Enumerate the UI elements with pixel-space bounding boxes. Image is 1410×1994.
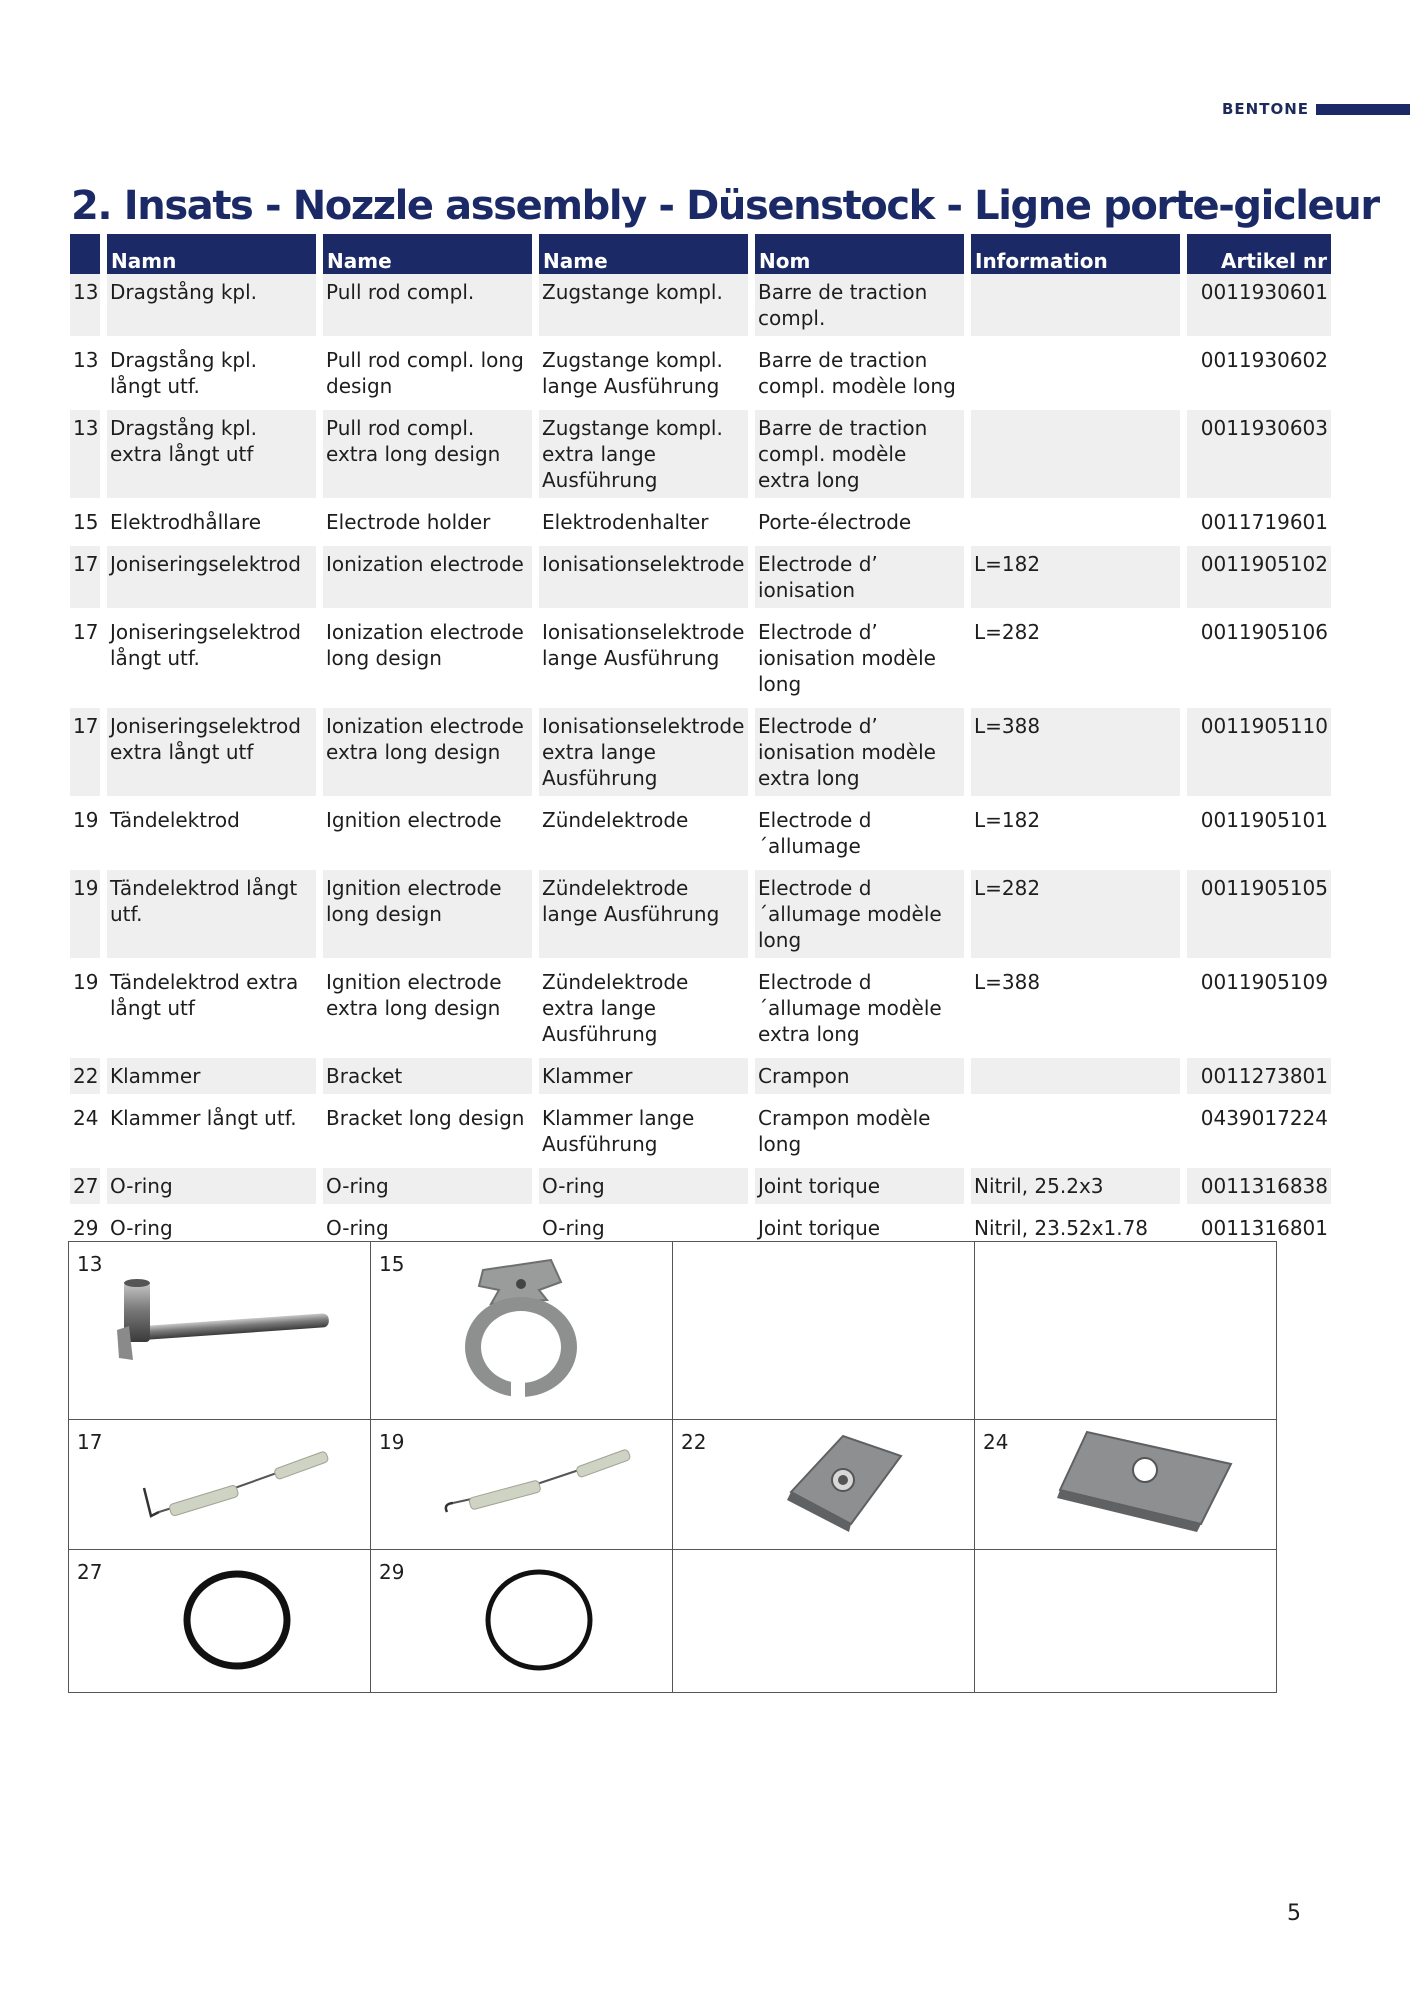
cell-information: L=282: [971, 870, 1180, 958]
brand-name: BENTONE: [1222, 100, 1310, 118]
cell-name-en: Bracket long design: [326, 1106, 525, 1130]
image-grid-row: [69, 1242, 1277, 1420]
o-ring-large-image: [69, 1550, 371, 1693]
cell-name-de: Klammer: [539, 1058, 748, 1094]
cell-name-de: Ionisationselektrode: [539, 546, 748, 608]
cell-information: Nitril, 23.52x1.78: [974, 1216, 1149, 1240]
bracket-image: [673, 1420, 975, 1550]
cell-name-fr: Joint torique: [758, 1216, 881, 1240]
cell-name-en: Bracket: [323, 1058, 532, 1094]
cell-name-en: O-ring: [326, 1216, 389, 1240]
cell-article-number: 0011316838: [1187, 1168, 1331, 1204]
cell-information: [971, 1100, 1180, 1162]
image-cell: [69, 1242, 371, 1420]
table-row: [70, 342, 1331, 404]
image-cell-empty: [975, 1550, 1277, 1693]
cell-name-fr: Electrode d’ ionisation modèle long: [758, 620, 936, 696]
cell-position: 17: [73, 620, 99, 644]
table-row: [70, 1100, 1331, 1162]
table-row: [70, 708, 1331, 796]
image-label: 15: [379, 1252, 405, 1276]
col-header-namn: Namn: [107, 234, 316, 274]
cell-information: [971, 410, 1180, 498]
cell-name-en: Ignition electrode long design: [323, 870, 532, 958]
cell-name-sv: Dragstång kpl.: [107, 274, 316, 336]
cell-name-fr: Barre de traction compl. modèle extra long: [755, 410, 964, 498]
table-row: [70, 504, 1331, 540]
image-grid-row: [69, 1550, 1277, 1693]
parts-table: [63, 234, 1338, 1246]
cell-article-number: 0011930602: [1200, 348, 1328, 372]
cell-information: L=388: [971, 708, 1180, 796]
cell-name-sv: Klammer: [107, 1058, 316, 1094]
col-header-nom: Nom: [755, 234, 964, 274]
cell-name-en: Pull rod compl. long design: [326, 348, 524, 398]
image-label: 27: [77, 1560, 103, 1584]
cell-information: L=182: [971, 546, 1180, 608]
cell-article-number: 0011719601: [1200, 510, 1328, 534]
cell-name-sv: Joniseringselektrod extra långt utf: [107, 708, 316, 796]
cell-information: L=388: [974, 970, 1041, 994]
cell-article-number: 0011930601: [1187, 274, 1331, 336]
cell-position: 24: [73, 1106, 99, 1130]
cell-name-fr: Crampon modèle long: [758, 1106, 931, 1156]
image-cell: [69, 1420, 371, 1550]
cell-name-sv: Joniseringselektrod: [107, 546, 316, 608]
cell-name-fr: Barre de traction compl. modèle long: [758, 348, 956, 398]
image-cell: [371, 1242, 673, 1420]
cell-name-fr: Electrode d´allumage modèle extra long: [758, 970, 942, 1046]
cell-article-number: 0011905101: [1200, 808, 1328, 832]
o-ring-small-image: [371, 1550, 673, 1693]
image-label: 19: [379, 1430, 405, 1454]
cell-information: [971, 342, 1180, 404]
parts-image-grid: [68, 1241, 1277, 1693]
cell-position: 19: [73, 970, 99, 994]
image-grid-row: [69, 1420, 1277, 1550]
cell-name-fr: Porte-électrode: [758, 510, 912, 534]
table-row: [70, 870, 1331, 958]
brand-header: [1222, 100, 1410, 118]
cell-name-fr: Electrode d´allumage: [758, 808, 872, 858]
cell-name-en: O-ring: [323, 1168, 532, 1204]
cell-article-number: 0011930603: [1187, 410, 1331, 498]
cell-name-en: Ionization electrode: [323, 546, 532, 608]
image-cell: [371, 1550, 673, 1693]
cell-name-sv: Tändelektrod extra långt utf: [110, 970, 299, 1020]
cell-name-de: Zündelektrode lange Ausführung: [539, 870, 748, 958]
cell-name-sv: Tändelektrod: [110, 808, 240, 832]
cell-name-sv: O-ring: [107, 1168, 316, 1204]
image-cell: [975, 1420, 1277, 1550]
table-row: [70, 964, 1331, 1052]
cell-article-number: 0011905105: [1187, 870, 1331, 958]
cell-name-de: Klammer lange Ausführung: [542, 1106, 695, 1156]
cell-name-en: Ignition electrode: [326, 808, 502, 832]
ionization-electrode-image: [69, 1420, 371, 1550]
ignition-electrode-image: [371, 1420, 673, 1550]
col-header-pos: [70, 234, 100, 274]
image-label: 29: [379, 1560, 405, 1584]
col-header-artikel: Artikel nr: [1187, 234, 1331, 274]
cell-name-de: Ionisationselektrode extra lange Ausführung: [539, 708, 748, 796]
cell-name-sv: Tändelektrod långt utf.: [107, 870, 316, 958]
cell-name-sv: O-ring: [110, 1216, 173, 1240]
cell-information: [971, 504, 1180, 540]
cell-article-number: 0011316801: [1200, 1216, 1328, 1240]
cell-name-sv: Elektrodhållare: [110, 510, 262, 534]
cell-position: 22: [70, 1058, 100, 1094]
col-header-information: Information: [971, 234, 1180, 274]
cell-name-sv: Dragstång kpl. extra långt utf: [107, 410, 316, 498]
col-header-name-en: Name: [323, 234, 532, 274]
table-row: [70, 1058, 1331, 1094]
cell-name-fr: Barre de traction compl.: [755, 274, 964, 336]
cell-name-de: O-ring: [539, 1168, 748, 1204]
cell-name-en: Electrode holder: [326, 510, 491, 534]
cell-name-fr: Electrode d´allumage modèle long: [755, 870, 964, 958]
cell-article-number: 0439017224: [1200, 1106, 1328, 1130]
cell-article-number: 0011905106: [1200, 620, 1328, 644]
cell-position: 13: [70, 410, 100, 498]
cell-name-en: Ignition electrode extra long design: [326, 970, 502, 1020]
cell-name-de: Ionisationselektrode lange Ausführung: [542, 620, 745, 670]
cell-name-de: Zugstange kompl. extra lange Ausführung: [539, 410, 748, 498]
page-number: 5: [1287, 1901, 1301, 1926]
image-cell-empty: [673, 1550, 975, 1693]
cell-position: 17: [70, 546, 100, 608]
electrode-holder-image: [371, 1242, 673, 1420]
cell-information: L=182: [974, 808, 1041, 832]
cell-information: L=282: [974, 620, 1041, 644]
cell-name-de: Zugstange kompl. lange Ausführung: [542, 348, 723, 398]
cell-article-number: 0011905109: [1200, 970, 1328, 994]
cell-name-sv: Klammer långt utf.: [110, 1106, 297, 1130]
table-row: [70, 410, 1331, 498]
cell-position: 27: [70, 1168, 100, 1204]
cell-position: 17: [70, 708, 100, 796]
cell-name-fr: Electrode d’ ionisation modèle extra long: [755, 708, 964, 796]
cell-information: [971, 274, 1180, 336]
image-label: 17: [77, 1430, 103, 1454]
page-title: 2. Insats - Nozzle assembly - Düsenstock - Ligne porte-gicleur: [71, 183, 1379, 229]
bracket-long-image: [975, 1420, 1277, 1550]
table-row: [70, 1168, 1331, 1204]
cell-name-en: Ionization electrode long design: [326, 620, 524, 670]
cell-position: 29: [73, 1216, 99, 1240]
pull-rod-image: [69, 1242, 371, 1420]
cell-article-number: 0011905110: [1187, 708, 1331, 796]
table-row: [70, 546, 1331, 608]
cell-name-fr: Electrode d’ ionisation: [755, 546, 964, 608]
cell-name-de: Zündelektrode extra lange Ausführung: [542, 970, 689, 1046]
cell-name-de: O-ring: [542, 1216, 605, 1240]
cell-article-number: 0011905102: [1187, 546, 1331, 608]
table-header-row: [70, 234, 1331, 274]
image-label: 13: [77, 1252, 103, 1276]
cell-name-en: Pull rod compl. extra long design: [323, 410, 532, 498]
cell-position: 15: [73, 510, 99, 534]
table-row: [70, 802, 1331, 864]
table-row: [70, 614, 1331, 702]
cell-name-en: Ionization electrode extra long design: [323, 708, 532, 796]
table-row: [70, 274, 1331, 336]
image-label: 22: [681, 1430, 707, 1454]
cell-article-number: 0011273801: [1187, 1058, 1331, 1094]
col-header-name-de: Name: [539, 234, 748, 274]
cell-information: Nitril, 25.2x3: [971, 1168, 1180, 1204]
cell-position: 19: [73, 808, 99, 832]
cell-position: 19: [70, 870, 100, 958]
image-cell: [69, 1550, 371, 1693]
brand-bar: [1316, 104, 1410, 115]
cell-position: 13: [73, 348, 99, 372]
cell-name-fr: Joint torique: [755, 1168, 964, 1204]
cell-name-de: Elektrodenhalter: [542, 510, 709, 534]
cell-position: 13: [70, 274, 100, 336]
cell-name-en: Pull rod compl.: [323, 274, 532, 336]
cell-name-de: Zündelektrode: [542, 808, 689, 832]
image-cell-empty: [673, 1242, 975, 1420]
cell-name-sv: Dragstång kpl. långt utf.: [110, 348, 258, 398]
image-cell: [673, 1420, 975, 1550]
image-cell-empty: [975, 1242, 1277, 1420]
cell-name-fr: Crampon: [755, 1058, 964, 1094]
cell-name-sv: Joniseringselektrod långt utf.: [110, 620, 301, 670]
cell-name-de: Zugstange kompl.: [539, 274, 748, 336]
cell-information: [971, 1058, 1180, 1094]
image-label: 24: [983, 1430, 1009, 1454]
image-cell: [371, 1420, 673, 1550]
